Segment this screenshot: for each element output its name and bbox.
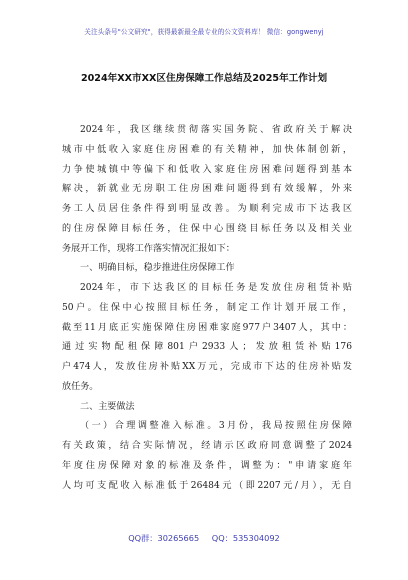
footer-contact <box>0 533 408 544</box>
header-note: 关注头条号"公文研究"，获得最新最全最专业的公文资料库！ 微信：gongwenyj <box>84 28 324 36</box>
body-line: 通过实物配租保障801户2933人；发放租赁补贴176 <box>62 342 352 353</box>
body-line: 2024年，我区继续贯彻落实国务院、省政府关于解决 <box>80 125 352 135</box>
body-line: 2024年，市下达我区的目标任务是发放住房租赁补贴 <box>80 283 352 293</box>
body-line: 务展开工作，现将工作落实情况汇报如下： <box>62 243 235 254</box>
body-line: 人均可支配收入标准低于26484元（即2207元/月），无自 <box>62 480 352 491</box>
body-line: 务工人员居住条件得到明显改善。为顺利完成市下达我区 <box>62 204 352 214</box>
footer-qq-group: QQ群：30265665 <box>128 533 200 543</box>
body-line: 城市中低收入家庭住房困难的有关精神，加快体制创新， <box>62 144 352 155</box>
body-line: 年度住房保障对象的标准及条件，调整为："申请家庭年 <box>62 460 352 471</box>
body-line: 力争使城镇中等偏下和低收入家庭住房困难问题得到基本 <box>62 164 352 175</box>
body-line: 放任务。 <box>62 381 99 392</box>
body-line: （一）合理调整准入标准。3月份，我局按照住房保障 <box>80 421 352 432</box>
body-line: 50户。住保中心按照目标任务，制定工作计划开展工作， <box>62 302 352 313</box>
body-line: 的住房保障目标任务，住保中心围绕目标任务以及相关业 <box>62 223 352 234</box>
section-heading: 二、主要做法 <box>80 401 135 412</box>
body-line: 有关政策，结合实际情况，经请示区政府同意调整了2024 <box>62 441 352 451</box>
document-title: 2024年XX市XX区住房保障工作总结及2025年工作计划 <box>80 73 328 84</box>
body-line: 解决，新就业无房职工住房困难问题得到有效缓解，外来 <box>62 184 352 195</box>
footer-qq-number: QQ：535304092 <box>211 533 280 543</box>
body-line: 截至11月底正实施保障住房困难家庭977户3407人，其中： <box>62 322 352 333</box>
section-heading: 一、明确目标，稳步推进住房保障工作 <box>80 263 235 274</box>
body-line: 户474人，发放住房补贴XX万元，完成市下达的住房补贴发 <box>62 362 352 372</box>
document-body <box>62 121 352 496</box>
